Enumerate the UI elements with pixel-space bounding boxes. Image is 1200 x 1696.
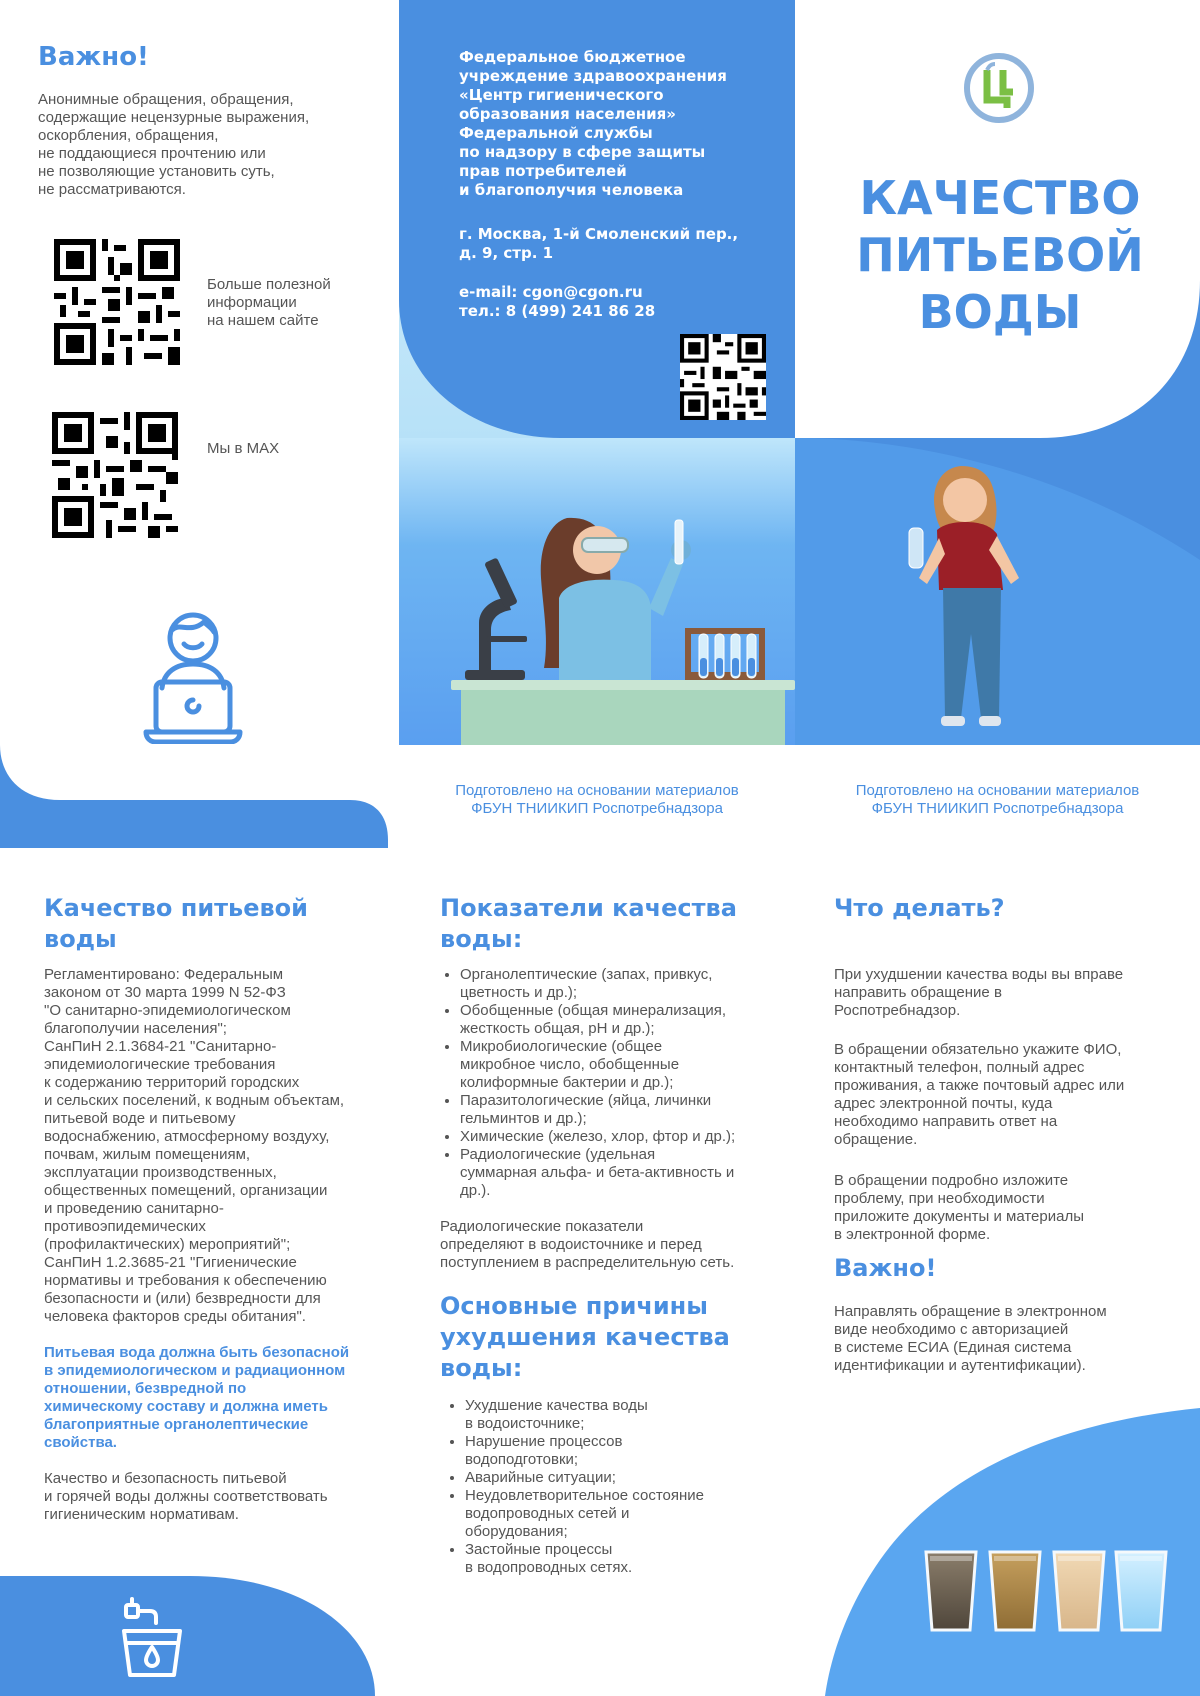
organization-name: Федеральное бюджетное учреждение здравоохранения «Центр гигиенического образования населения» Федеральной службы по надзору в сфере защиты прав потребителей и благополучия человека [459,48,727,199]
list-item: • Радиологические (удельная суммарная альфа- и бета-активность и др.). [460,1146,800,1200]
list-item: • Нарушение процессов водоподготовки; [465,1433,805,1469]
list-item: • Паразитологические (яйца, личинки гельминтов и др.); [460,1092,800,1128]
water-quality-heading: Качество питьевой воды [44,894,308,953]
what-to-do-p1: При ухудшении качества воды вы вправе направить обращение в Роспотребнадзор. [834,966,1124,1019]
indicators-list [440,966,800,1200]
what-to-do-heading: Что делать? [834,894,1005,922]
important-heading: Важно! [38,42,149,72]
anonymous-notice: Анонимные обращения, обращения, содержащие нецензурные выражения, оскорбления, обращения, не поддающиеся прочтению или не позволяющие установить суть, не рассматриваются. [38,91,310,198]
laboratory-illustration [399,438,1200,745]
list-item: • Обобщенные (общая минерализация, жесткость общая, pH и др.); [460,1002,800,1038]
indicators-heading: Показатели качества воды: [440,894,737,953]
list-item: • Органолептические (запах, привкус, цветность и др.); [460,966,800,1002]
organization-address: г. Москва, 1-й Смоленский пер., д. 9, стр. 1 [459,225,739,262]
list-item: • Застойные процессы в водопроводных сетях. [465,1541,805,1577]
list-item: • Неудовлетворительное состояние водопроводных сетей и оборудования; [465,1487,805,1541]
causes-list [445,1397,805,1577]
page-title: КАЧЕСТВО ПИТЬЕВОЙ ВОДЫ [856,171,1144,339]
safety-emphasis: Питьевая вода должна быть безопасной в эпидемиологическом и радиационном отношении, безвредной по химическому составу и должна иметь благоприятные органолептические свойства. [44,1344,350,1451]
water-tap-glass-icon [120,1597,184,1679]
list-item: • Аварийные ситуации; [465,1469,805,1487]
list-item: • Ухудшение качества воды в водоисточнике; [465,1397,805,1433]
person-laptop-icon [142,604,244,744]
list-item: • Микробиологические (общее микробное число, обобщенные колиформные бактерии и др.); [460,1038,800,1092]
what-to-do-p2: В обращении обязательно укажите ФИО, контактный телефон, полный адрес проживания, а также почтовый адрес или адрес электронной почты, куда необходимо направить ответ на обращение. [834,1041,1125,1148]
closing-text: Качество и безопасность питьевой и горячей воды должны соответствовать гигиеническим нормативам. [44,1470,328,1523]
qr-code-icon[interactable] [52,412,178,538]
what-to-do-p3: В обращении подробно изложите проблему, при необходимости приложите документы и материалы в электронной форме. [834,1172,1084,1243]
causes-heading: Основные причины ухудшения качества воды: [440,1292,730,1382]
organization-contacts: e-mail: cgon@cgon.ru тел.: 8 (499) 241 86 28 [459,283,656,320]
important-heading-2: Важно! [834,1254,937,1282]
qr-code-icon[interactable] [54,239,180,365]
water-glasses-illustration [920,1548,1170,1634]
qr-max-caption: Мы в MAX [207,440,280,457]
qr-site-caption: Больше полезной информации на нашем сайте [207,276,331,329]
cg-logo-icon [963,52,1035,124]
esia-note: Направлять обращение в электронном виде необходимо с авторизацией в системе ЕСИА (Единая система идентификации и аутентификации). [834,1303,1107,1374]
regulations-text: Регламентировано: Федеральным законом от 30 марта 1999 N 52-ФЗ "О санитарно-эпидемиологическом благополучии населения"; СанПиН 2.1.3684-21 "Санитарно- эпидемиологические требования к содержанию территорий городских и сельских поселений, к водным объектам, питьевой воде и питьевому водоснабжению, атмосферному воздуху, почвам, жилым помещениям, эксплуатации производственных, общественных помещений, организации и проведению санитарно- противоэпидемических (профилактических) мероприятий"; СанПиН 1.2.3685-21 "Гигиенические нормативы и требования к обеспечению безопасности и (или) безвредности для человека факторов среды обитания". [44,966,345,1325]
prepared-note-right: Подготовлено на основании материалов ФБУН ТНИИКИП Роспотребнадзора [855,782,1140,817]
qr-code-icon[interactable] [680,334,766,420]
list-item: • Химические (железо, хлор, фтор и др.); [460,1128,800,1146]
prepared-note-center: Подготовлено на основании материалов ФБУН ТНИИКИП Роспотребнадзора [455,782,739,817]
radiological-note: Радиологические показатели определяют в водоисточнике и перед поступлением в распределительную сеть. [440,1218,735,1271]
